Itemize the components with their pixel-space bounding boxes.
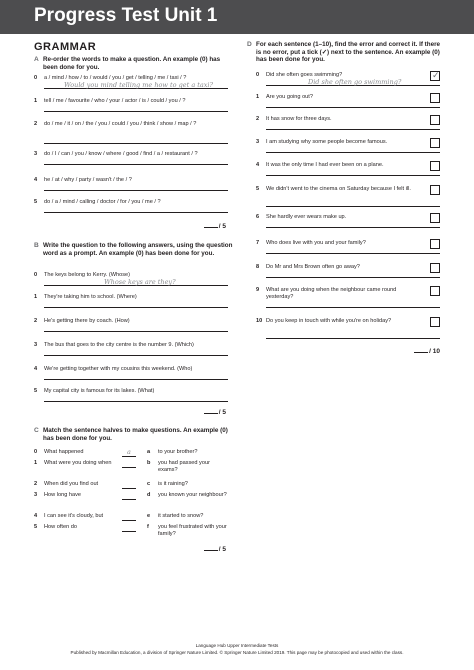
correction-line[interactable]: [266, 152, 440, 153]
match-right-text: you feel frustrated with your family?: [158, 524, 227, 537]
answer-line[interactable]: [44, 164, 228, 165]
section-a-item: [34, 121, 230, 143]
match-left-text: What happened: [44, 449, 84, 455]
item-text: He's getting there by coach. (How): [44, 318, 130, 324]
item-number: 4: [34, 177, 38, 183]
item-text: The bus that goes to the city centre is the number 9. (Which): [44, 342, 194, 348]
tick-mark: ✓: [432, 70, 440, 80]
item-text: Do you keep in touch with while you're on holiday?: [266, 318, 392, 324]
section-b-score: / 5: [196, 409, 226, 416]
item-number: 5: [256, 186, 260, 192]
item-number: 3: [256, 139, 260, 145]
correction-line[interactable]: [266, 253, 440, 254]
item-number: 5: [34, 199, 38, 205]
tick-box[interactable]: [430, 263, 440, 273]
match-letter: a: [147, 449, 151, 455]
match-letter: c: [147, 481, 151, 487]
item-text: Who does live with you and your family?: [266, 240, 366, 246]
correction-line[interactable]: [266, 338, 440, 339]
example-answer: a: [127, 448, 131, 456]
item-number: 9: [256, 287, 260, 293]
item-text: I am studying why some people become famous.: [266, 139, 388, 145]
item-number: 0: [34, 75, 38, 81]
item-text: do / a / mind / calling / doctor / for / you / me / ?: [44, 199, 161, 205]
answer-line[interactable]: [44, 143, 228, 144]
section-c-score: / 5: [196, 546, 226, 553]
correction-line[interactable]: [266, 175, 440, 176]
match-answer-line[interactable]: [122, 488, 136, 489]
tick-box[interactable]: [430, 115, 440, 125]
tick-box[interactable]: [430, 185, 440, 195]
section-a-score: / 5: [196, 223, 226, 230]
footer-copyright: Published by Macmillan Education, a division of Springer Nature Limited. © Springer Nature Limited 2019. This page may be photocopied and used within the class.: [70, 650, 404, 655]
match-answer-line[interactable]: [122, 467, 136, 468]
match-right-text: is it raining?: [158, 481, 188, 487]
tick-box[interactable]: [430, 239, 440, 249]
item-text: We're getting together with my cousins this weekend. (Who): [44, 366, 193, 372]
section-c-instruction: C Match the sentence halves to make questions. An example (0) has been done for you.: [34, 427, 228, 442]
answer-line[interactable]: [44, 355, 228, 356]
match-number: 4: [34, 513, 38, 519]
match-number: 3: [34, 492, 38, 498]
item-text: It was the only time I had ever been on a plane.: [266, 162, 384, 168]
match-left-text: What were you doing when: [44, 460, 112, 466]
answer-line[interactable]: [44, 212, 228, 213]
page-title: Progress Test Unit 1: [34, 5, 218, 26]
match-left-text: I can see it's cloudy, but: [44, 513, 104, 519]
tick-box[interactable]: [430, 93, 440, 103]
item-number: 7: [256, 240, 260, 246]
tick-box[interactable]: [430, 286, 440, 296]
item-number: 1: [34, 98, 38, 104]
match-right-text: you had passed your exams?: [158, 460, 210, 473]
footer-title: Language Hub Upper Intermediate Tests: [195, 643, 279, 648]
item-text: What are you doing when the neighbour came round yesterday?: [266, 287, 397, 300]
section-a-item: [34, 151, 230, 173]
answer-line[interactable]: [44, 401, 228, 402]
item-number: 4: [256, 162, 260, 168]
match-right-text: you known your neighbour?: [158, 492, 227, 498]
item-text: do / I / can / you / know / where / good / find / a / restaurant / ?: [44, 151, 198, 157]
tick-box[interactable]: [430, 138, 440, 148]
correction-line[interactable]: [266, 107, 440, 108]
section-a-item: [34, 199, 230, 221]
section-b-instruction: B Write the question to the following answers, using the question word as a prompt. An example (0) has been done for you.: [34, 242, 233, 257]
item-number: 0: [256, 72, 260, 78]
item-number: 5: [34, 388, 38, 394]
item-text: do / me / it / on / the / you / could / you / think / show / map / ?: [44, 121, 197, 127]
item-number: 2: [256, 116, 260, 122]
correction-line[interactable]: [266, 129, 440, 130]
item-text: They're taking him to school. (Where): [44, 294, 137, 300]
section-a-item: [34, 177, 230, 199]
item-number: 3: [34, 151, 38, 157]
item-text: My capital city is famous for its lakes. (What): [44, 388, 155, 394]
section-a-instruction: A Re-order the words to make a question. An example (0) has been done for you.: [34, 56, 221, 71]
item-number: 3: [34, 342, 38, 348]
item-text: he / at / why / party / wasn't / the / ?: [44, 177, 132, 183]
item-text: It has snow for three days.: [266, 116, 332, 122]
section-d-instruction: D For each sentence (1–10), find the error and correct it. If there is no error, put a tick (✓) next to the sentence. An example (0) has been done for you.: [247, 41, 441, 64]
item-number: 6: [256, 214, 260, 220]
answer-line[interactable]: [44, 331, 228, 332]
item-text: The keys belong to Kerry. (Whose): [44, 272, 131, 278]
match-letter: d: [147, 492, 151, 498]
item-number: 0: [34, 272, 38, 278]
match-number: 0: [34, 449, 38, 455]
match-letter: b: [147, 460, 151, 466]
match-right-text: to your brother?: [158, 449, 198, 455]
answer-line[interactable]: [44, 307, 228, 308]
match-left-text: When did you find out: [44, 481, 99, 487]
tick-box[interactable]: [430, 71, 440, 81]
match-right-text: it started to snow?: [158, 513, 204, 519]
answer-line[interactable]: [44, 379, 228, 380]
item-text: Are you going out?: [266, 94, 313, 100]
match-left-text: How often do: [44, 524, 77, 530]
correction-line[interactable]: [266, 307, 440, 308]
section-d-score: / 10: [404, 348, 440, 355]
example-answer: Did she often go swimming?: [308, 78, 402, 86]
item-number: 10: [256, 318, 263, 324]
match-answer-line[interactable]: [122, 456, 136, 457]
item-number: 1: [256, 94, 260, 100]
match-number: 5: [34, 524, 38, 530]
match-left-text: How long have: [44, 492, 82, 498]
tick-box[interactable]: [430, 317, 440, 327]
match-answer-line[interactable]: [122, 531, 136, 532]
item-text: tell / me / favourite / who / your / actor / is / could / you / ?: [44, 98, 186, 104]
item-text: a / mind / how / to / would / you / get / telling / me / taxi / ?: [44, 75, 187, 81]
match-number: 1: [34, 460, 38, 466]
section-a-item: [34, 98, 230, 120]
correction-line[interactable]: [266, 277, 440, 278]
item-number: 4: [34, 366, 38, 372]
correction-line[interactable]: [266, 227, 440, 228]
item-text: She hardly ever wears make up.: [266, 214, 347, 220]
item-number: 2: [34, 121, 38, 127]
item-text: Do Mr and Mrs Brown often go away?: [266, 264, 360, 270]
tick-box[interactable]: [430, 213, 440, 223]
item-number: 1: [34, 294, 38, 300]
item-number: 8: [256, 264, 260, 270]
tick-box[interactable]: [430, 161, 440, 171]
match-letter: f: [147, 524, 149, 530]
item-text: Did she often goes swimming?: [266, 72, 343, 78]
item-number: 2: [34, 318, 38, 324]
example-answer: Would you mind telling me how to get a taxi?: [64, 81, 213, 89]
example-answer: Whose keys are they?: [104, 278, 176, 286]
item-text: We didn't went to the cinema on Saturday because I felt ill.: [266, 186, 411, 192]
answer-line[interactable]: [44, 111, 228, 112]
match-answer-line[interactable]: [122, 499, 136, 500]
match-number: 2: [34, 481, 38, 487]
grammar-heading: GRAMMAR: [34, 41, 97, 53]
match-letter: e: [147, 513, 151, 519]
match-answer-line[interactable]: [122, 520, 136, 521]
answer-line[interactable]: [44, 190, 228, 191]
correction-line[interactable]: [266, 206, 440, 207]
